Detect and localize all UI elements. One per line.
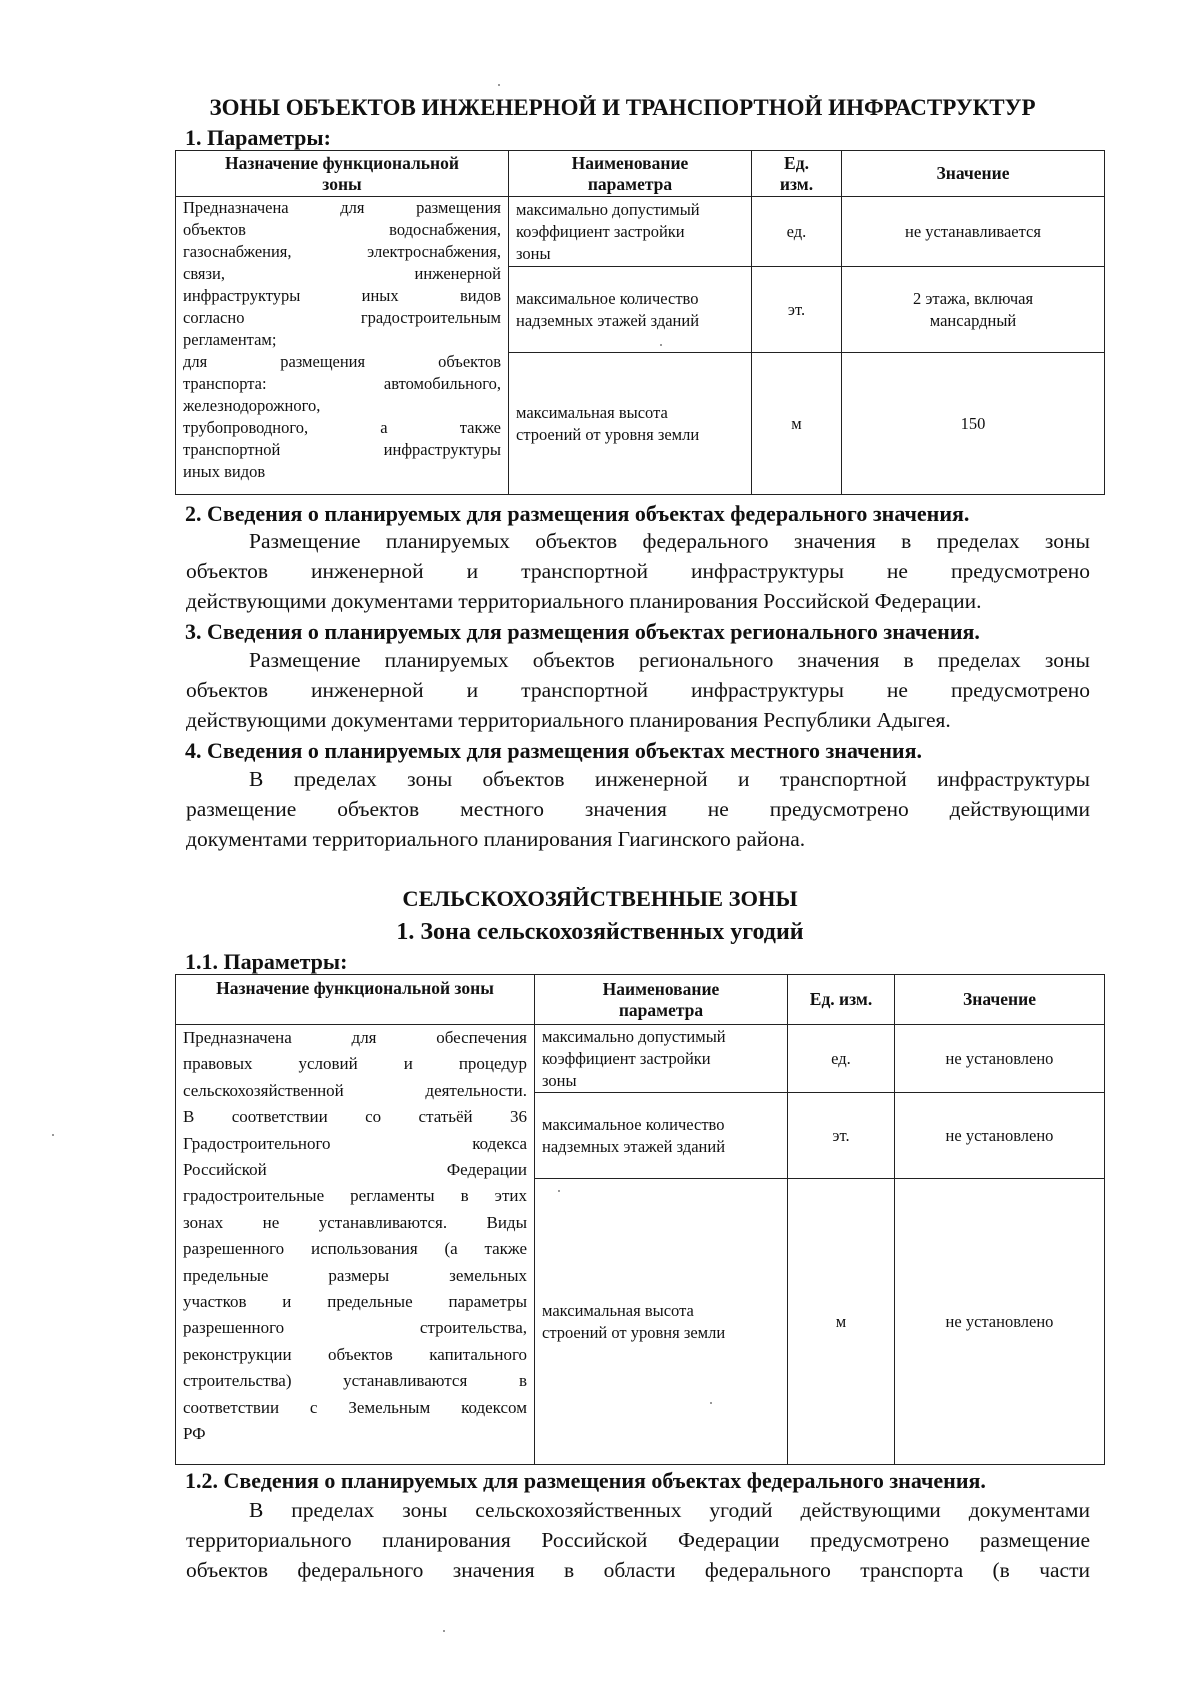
section2-params-table bbox=[175, 974, 1105, 1465]
s2-paragraph: Размещение планируемых объектов федерального значения в пределах зоны объектов инженерной и транспортной инфраструктуры не предусмотрено действующими документами территориального планирования Российской Федерации. bbox=[186, 529, 1090, 613]
zone-purpose-cell: Предназначена для обеспечения правовых условий и процедур сельскохозяйственной деятельности. В соответствии со статьёй 36 Градостроительного кодекса Российской Федерации градостроительные регламенты в этих зонах не устанавливаются. Виды разрешенного использования (а также предельные размеры земельных участков и предельные параметры разрешенного строительства, реконструкции объектов капитального строительства) устанавливаются в соответствии с Земельным кодексом РФ bbox=[176, 1025, 535, 1465]
s3-paragraph: Размещение планируемых объектов регионального значения в пределах зоны объектов инженерной и транспортной инфраструктуры не предусмотрено действующими документами территориального планирования Республики Адыгея. bbox=[186, 648, 1090, 732]
scan-speck bbox=[558, 1190, 560, 1192]
s4-heading: 4. Сведения о планируемых для размещения объектах местного значения. bbox=[185, 738, 922, 763]
value-cell: не установлено bbox=[895, 1025, 1105, 1093]
value-cell: не установлено bbox=[895, 1093, 1105, 1179]
section2-params-heading: 1.1. Параметры: bbox=[185, 949, 348, 974]
zone-purpose-cell: Предназначена для размещения объектов водоснабжения, газоснабжения, электроснабжения, связи, инженерной инфраструктуры иных видов согласно градостроительным регламентам; для размещения объектов транспорта: автомобильного, железнодорожного, трубопроводного, а также транспортной инфраструктуры иных видов bbox=[176, 197, 509, 495]
section1-params-heading: 1. Параметры: bbox=[185, 125, 331, 150]
unit-cell: м bbox=[752, 353, 842, 495]
s4-paragraph: В пределах зоны объектов инженерной и транспортной инфраструктуры размещение объектов местного значения не предусмотрено действующими документами территориального планирования Гиагинского района. bbox=[186, 767, 1090, 851]
section2-subtitle: 1. Зона сельскохозяйственных угодий bbox=[396, 919, 804, 945]
value-cell: не установлено bbox=[895, 1179, 1105, 1465]
section2-title: СЕЛЬСКОХОЗЯЙСТВЕННЫЕ ЗОНЫ bbox=[402, 886, 798, 911]
scan-speck bbox=[443, 1630, 445, 1632]
param-cell: максимальная высота строений от уровня земли bbox=[509, 353, 752, 495]
param-cell: максимально допустимый коэффициент застройки зоны bbox=[509, 197, 752, 267]
unit-cell: ед. bbox=[788, 1025, 895, 1093]
param-cell: максимальное количество надземных этажей зданий bbox=[535, 1093, 788, 1179]
s2-heading: 2. Сведения о планируемых для размещения объектах федерального значения. bbox=[185, 501, 970, 526]
section1-params-table bbox=[175, 150, 1105, 495]
header-purpose: Назначение функциональной зоны bbox=[176, 975, 535, 1025]
s3-heading: 3. Сведения о планируемых для размещения объектах регионального значения. bbox=[185, 619, 980, 644]
param-cell: максимальное количество надземных этажей зданий bbox=[509, 267, 752, 353]
header-param: Наименование параметра bbox=[509, 151, 752, 197]
value-cell: не устанавливается bbox=[842, 197, 1105, 267]
header-value: Значение bbox=[842, 151, 1105, 197]
table-header-row bbox=[176, 151, 1105, 197]
scan-speck bbox=[52, 1134, 54, 1136]
s12-heading: 1.2. Сведения о планируемых для размещения объектах федерального значения. bbox=[185, 1468, 986, 1493]
header-value: Значение bbox=[895, 975, 1105, 1025]
scan-speck bbox=[498, 84, 500, 86]
section1-title: ЗОНЫ ОБЪЕКТОВ ИНЖЕНЕРНОЙ И ТРАНСПОРТНОЙ ИНФРАСТРУКТУР bbox=[209, 95, 1036, 120]
header-unit: Ед. изм. bbox=[788, 975, 895, 1025]
s12-paragraph: В пределах зоны сельскохозяйственных угодий действующими документами территориального планирования Российской Федерации предусмотрено размещение объектов федерального значения в области федерального транспорта (в части bbox=[186, 1498, 1090, 1582]
param-cell: максимальная высота строений от уровня земли bbox=[535, 1179, 788, 1465]
header-param: Наименование параметра bbox=[535, 975, 788, 1025]
header-unit: Ед. изм. bbox=[752, 151, 842, 197]
param-cell: максимально допустимый коэффициент застройки зоны bbox=[535, 1025, 788, 1093]
table-row bbox=[176, 1025, 1105, 1093]
unit-cell: эт. bbox=[752, 267, 842, 353]
value-cell: 2 этажа, включая мансардный bbox=[842, 267, 1105, 353]
scan-speck bbox=[710, 1402, 712, 1404]
value-cell: 150 bbox=[842, 353, 1105, 495]
unit-cell: эт. bbox=[788, 1093, 895, 1179]
scan-speck bbox=[660, 344, 662, 346]
unit-cell: м bbox=[788, 1179, 895, 1465]
unit-cell: ед. bbox=[752, 197, 842, 267]
header-purpose: Назначение функциональной зоны bbox=[176, 151, 509, 197]
table-header-row bbox=[176, 975, 1105, 1025]
table-row bbox=[176, 197, 1105, 267]
